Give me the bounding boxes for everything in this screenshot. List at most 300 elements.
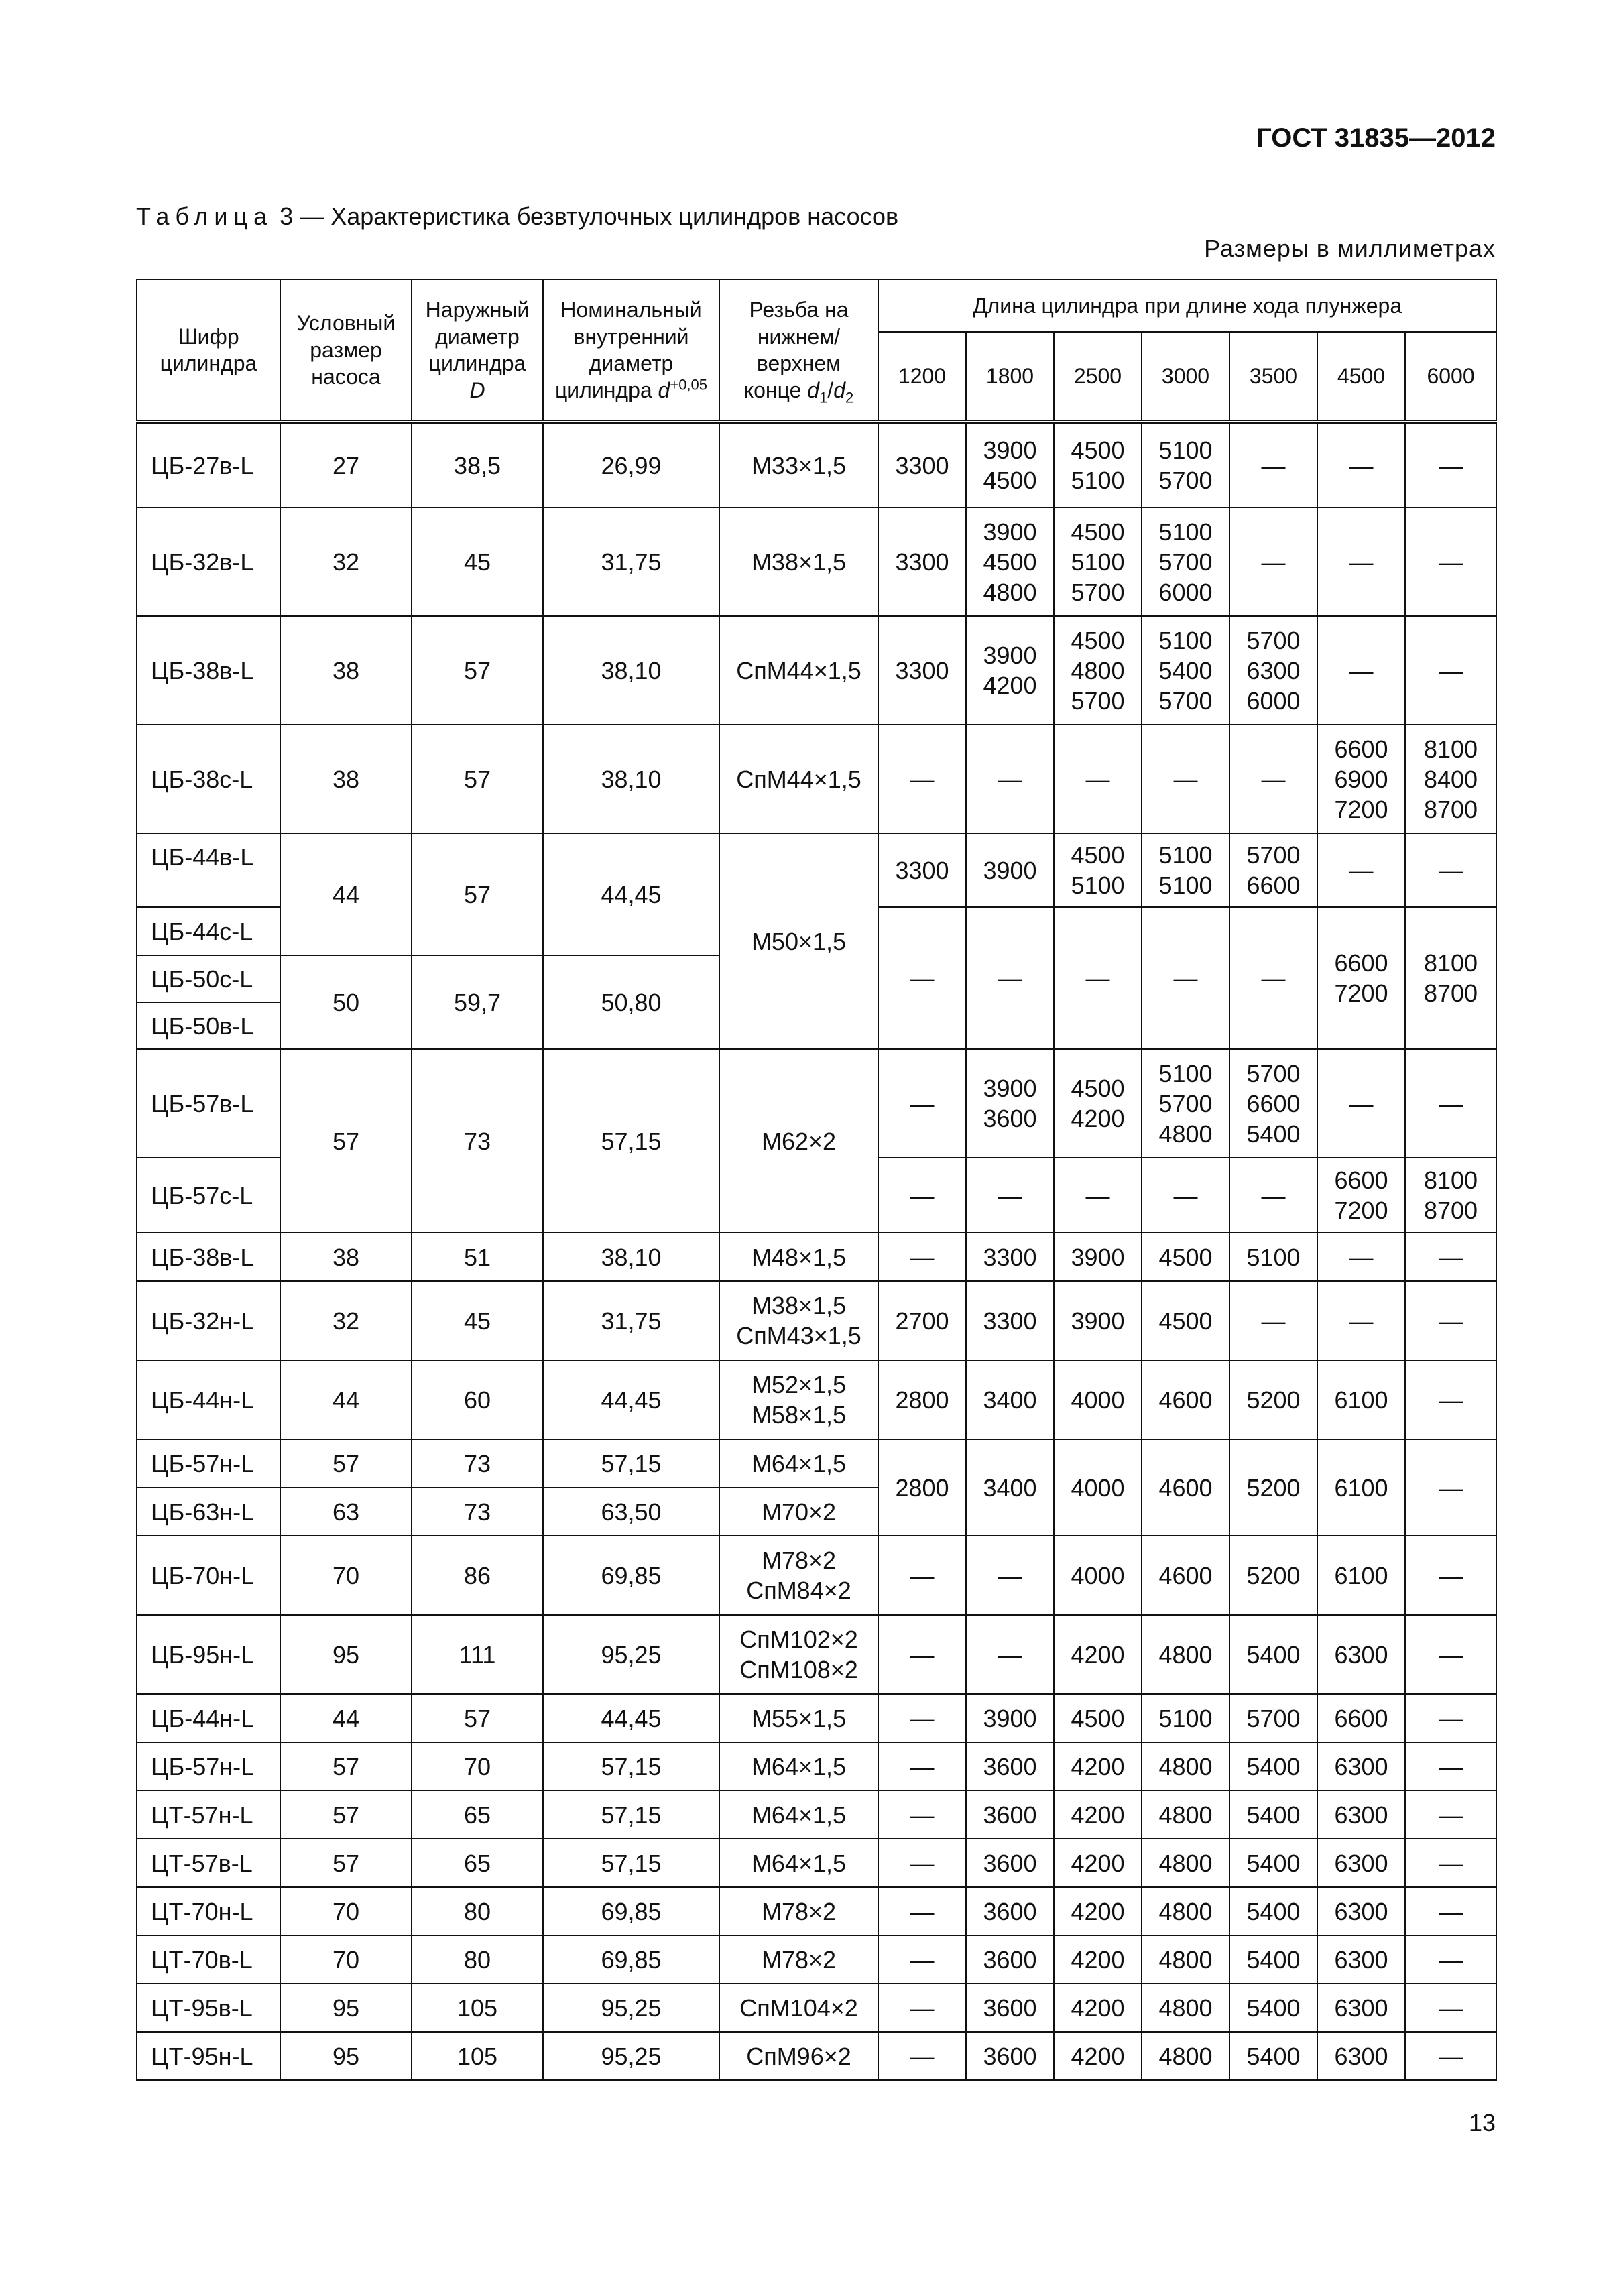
cell-length: 6300: [1317, 1887, 1405, 1935]
cell-length: 4200: [1054, 1887, 1142, 1935]
cell-size: 57: [280, 1791, 412, 1839]
table-row: [137, 1742, 1496, 1791]
cell-length: 4500: [1054, 1694, 1142, 1742]
cell-length: —: [1054, 907, 1142, 1049]
header-length-group: Длина цилиндра при длине хода плунжера: [878, 280, 1496, 332]
cell-length: 5100: [1229, 1233, 1317, 1281]
cell-nominal: 50,80: [543, 955, 719, 1049]
cell-length: —: [1317, 507, 1405, 616]
header-stroke-4500: 4500: [1317, 332, 1405, 422]
cell-outer: 59,7: [412, 955, 543, 1049]
cell-code: ЦБ-50с-L: [137, 955, 280, 1002]
cell-length: —: [1317, 1281, 1405, 1360]
cell-length: 4500: [1142, 1281, 1229, 1360]
cell-outer: 86: [412, 1536, 543, 1615]
cell-size: 57: [280, 1439, 412, 1488]
cell-length: 8100 8700: [1405, 1158, 1496, 1233]
cell-length: 4800: [1142, 1839, 1229, 1887]
cell-length: —: [966, 1158, 1054, 1233]
cell-length: —: [1405, 1049, 1496, 1158]
cell-length: —: [1405, 1742, 1496, 1791]
cell-length: —: [1317, 1049, 1405, 1158]
cell-nominal: 57,15: [543, 1439, 719, 1488]
cell-length: —: [1054, 725, 1142, 833]
cylinder-spec-table: [136, 279, 1497, 2081]
cell-code: ЦБ-38с-L: [137, 725, 280, 833]
table-row: [137, 1887, 1496, 1935]
cell-code: ЦБ-32н-L: [137, 1281, 280, 1360]
cell-thread: М70×2: [719, 1488, 878, 1536]
cell-length: 4200: [1054, 1791, 1142, 1839]
cell-length: —: [1405, 1360, 1496, 1439]
cell-length: 4800: [1142, 2032, 1229, 2080]
cell-nominal: 69,85: [543, 1887, 719, 1935]
cell-length: —: [1229, 907, 1317, 1049]
cell-length: 6300: [1317, 2032, 1405, 2080]
cell-size: 32: [280, 507, 412, 616]
cell-length: —: [878, 1984, 966, 2032]
cell-length: 5400: [1229, 1887, 1317, 1935]
cell-nominal: 44,45: [543, 1360, 719, 1439]
cell-length: 4500 5100 5700: [1054, 507, 1142, 616]
cell-length: —: [1229, 1281, 1317, 1360]
cell-length: 5200: [1229, 1360, 1317, 1439]
cell-thread: М33×1,5: [719, 422, 878, 507]
cell-thread: СпМ104×2: [719, 1984, 878, 2032]
cell-size: 57: [280, 1049, 412, 1233]
cell-length: 3900 4200: [966, 616, 1054, 725]
cell-code: ЦБ-32в-L: [137, 507, 280, 616]
header-thread-slash: /: [827, 378, 834, 402]
cell-length: —: [878, 1049, 966, 1158]
cell-length: 5200: [1229, 1439, 1317, 1536]
cell-length: —: [878, 1839, 966, 1887]
cell-length: —: [1317, 833, 1405, 907]
cell-length: 5100 5700: [1142, 422, 1229, 507]
cell-length: —: [1405, 1839, 1496, 1887]
cell-length: 6300: [1317, 1615, 1405, 1694]
cell-length: 3300: [878, 833, 966, 907]
cell-length: 4500 5100: [1054, 833, 1142, 907]
cell-code: ЦБ-57н-L: [137, 1439, 280, 1488]
cell-length: 5400: [1229, 1935, 1317, 1984]
cell-length: —: [878, 907, 966, 1049]
cell-size: 44: [280, 1360, 412, 1439]
cell-size: 63: [280, 1488, 412, 1536]
cell-size: 70: [280, 1935, 412, 1984]
cell-length: 3600: [966, 1984, 1054, 2032]
cell-code: ЦБ-44в-L: [137, 833, 280, 907]
cell-length: —: [1405, 1281, 1496, 1360]
cell-length: 6600 7200: [1317, 1158, 1405, 1233]
cell-thread: СпМ44×1,5: [719, 616, 878, 725]
cell-outer: 57: [412, 616, 543, 725]
cell-nominal: 95,25: [543, 2032, 719, 2080]
cell-length: 4600: [1142, 1536, 1229, 1615]
cell-length: 4500 5100: [1054, 422, 1142, 507]
cell-length: 4200: [1054, 1839, 1142, 1887]
cell-thread: М48×1,5: [719, 1233, 878, 1281]
cell-length: —: [1405, 507, 1496, 616]
cell-length: 3400: [966, 1360, 1054, 1439]
cell-thread: М38×1,5 СпМ43×1,5: [719, 1281, 878, 1360]
cell-length: —: [1405, 616, 1496, 725]
cell-length: —: [1142, 725, 1229, 833]
cell-length: 8100 8700: [1405, 907, 1496, 1049]
cell-length: 5100 5700 4800: [1142, 1049, 1229, 1158]
cell-size: 44: [280, 833, 412, 955]
cell-thread: М55×1,5: [719, 1694, 878, 1742]
cell-length: —: [1142, 907, 1229, 1049]
cell-length: 4800: [1142, 1742, 1229, 1791]
cell-length: 3400: [966, 1439, 1054, 1536]
cell-length: 5100: [1142, 1694, 1229, 1742]
header-stroke-1200: 1200: [878, 332, 966, 422]
table-row: [137, 1281, 1496, 1360]
header-stroke-1800: 1800: [966, 332, 1054, 422]
cell-size: 95: [280, 2032, 412, 2080]
cell-length: —: [1405, 1536, 1496, 1615]
cell-length: —: [1405, 1935, 1496, 1984]
cell-length: 4000: [1054, 1439, 1142, 1536]
cell-outer: 60: [412, 1360, 543, 1439]
cell-code: ЦБ-38в-L: [137, 616, 280, 725]
cell-thread: М64×1,5: [719, 1439, 878, 1488]
cell-length: —: [1405, 833, 1496, 907]
cell-length: 5400: [1229, 1984, 1317, 2032]
header-thread: [719, 280, 878, 422]
cell-length: 6300: [1317, 1984, 1405, 2032]
cell-length: 3300: [878, 616, 966, 725]
cell-nominal: 95,25: [543, 1984, 719, 2032]
cell-code: ЦБ-63н-L: [137, 1488, 280, 1536]
header-stroke-3500: 3500: [1229, 332, 1317, 422]
cell-length: 3900 4500 4800: [966, 507, 1054, 616]
cell-length: 2800: [878, 1439, 966, 1536]
cell-length: 5100 5400 5700: [1142, 616, 1229, 725]
header-nominal-text: Номинальный внутренний диаметр цилиндра: [554, 298, 702, 402]
table-row: [137, 1984, 1496, 2032]
cell-length: 3300: [966, 1281, 1054, 1360]
cell-code: ЦБ-57н-L: [137, 1742, 280, 1791]
table-row: [137, 1233, 1496, 1281]
cell-length: 5100 5100: [1142, 833, 1229, 907]
cell-length: —: [1229, 725, 1317, 833]
cell-length: 4800: [1142, 1615, 1229, 1694]
cell-length: 3600: [966, 1839, 1054, 1887]
cell-length: —: [1405, 1984, 1496, 2032]
cell-length: 3300: [878, 422, 966, 507]
cell-code: ЦБ-44н-L: [137, 1360, 280, 1439]
page-number: 13: [1468, 2109, 1496, 2136]
cell-length: —: [966, 907, 1054, 1049]
cell-length: 3600: [966, 1742, 1054, 1791]
cell-nominal: 57,15: [543, 1742, 719, 1791]
cell-nominal: 44,45: [543, 833, 719, 955]
cell-nominal: 57,15: [543, 1839, 719, 1887]
cell-nominal: 69,85: [543, 1935, 719, 1984]
table-row: [137, 1935, 1496, 1984]
cell-length: 2700: [878, 1281, 966, 1360]
cell-length: —: [1405, 1615, 1496, 1694]
cell-thread: СпМ102×2 СпМ108×2: [719, 1615, 878, 1694]
cell-size: 50: [280, 955, 412, 1049]
cell-outer: 57: [412, 725, 543, 833]
cell-code: ЦБ-57с-L: [137, 1158, 280, 1233]
cell-length: 6100: [1317, 1536, 1405, 1615]
cell-length: 5700 6600 5400: [1229, 1049, 1317, 1158]
cell-length: 3600: [966, 2032, 1054, 2080]
cell-length: 4800: [1142, 1935, 1229, 1984]
cell-size: 38: [280, 1233, 412, 1281]
cell-code: ЦБ-70н-L: [137, 1536, 280, 1615]
cell-length: —: [878, 1694, 966, 1742]
cell-nominal: 95,25: [543, 1615, 719, 1694]
cell-nominal: 69,85: [543, 1536, 719, 1615]
cell-length: 6600 7200: [1317, 907, 1405, 1049]
cell-code: ЦТ-57в-L: [137, 1839, 280, 1887]
cell-length: 3300: [878, 507, 966, 616]
header-stroke-3000: 3000: [1142, 332, 1229, 422]
cell-outer: 45: [412, 507, 543, 616]
cell-length: 5400: [1229, 2032, 1317, 2080]
cell-outer: 105: [412, 2032, 543, 2080]
cell-outer: 73: [412, 1049, 543, 1233]
cell-length: 4200: [1054, 1984, 1142, 2032]
cell-thread: М78×2: [719, 1887, 878, 1935]
table-row: [137, 833, 1496, 907]
cell-length: 4000: [1054, 1360, 1142, 1439]
header-outer-text: Наружный диаметр цилиндра: [425, 298, 530, 375]
table-row: [137, 1360, 1496, 1439]
cell-code: ЦТ-95в-L: [137, 1984, 280, 2032]
cell-thread: М38×1,5: [719, 507, 878, 616]
cell-code: ЦБ-95н-L: [137, 1615, 280, 1694]
cell-length: —: [878, 1536, 966, 1615]
cell-length: 5400: [1229, 1791, 1317, 1839]
table-row: [137, 422, 1496, 507]
header-outer-symbol: D: [469, 378, 485, 402]
cell-length: —: [878, 2032, 966, 2080]
cell-code: ЦТ-57н-L: [137, 1791, 280, 1839]
table-row: [137, 1694, 1496, 1742]
cell-outer: 51: [412, 1233, 543, 1281]
cell-nominal: 57,15: [543, 1049, 719, 1233]
header-thread-text: Резьба на нижнем/ верхнем конце: [743, 298, 849, 402]
cell-length: —: [878, 1791, 966, 1839]
cell-size: 38: [280, 616, 412, 725]
cell-outer: 73: [412, 1488, 543, 1536]
cell-outer: 105: [412, 1984, 543, 2032]
table-row: [137, 1536, 1496, 1615]
cell-length: 5700 6300 6000: [1229, 616, 1317, 725]
cell-length: 4500 4200: [1054, 1049, 1142, 1158]
table-row: [137, 616, 1496, 725]
cell-length: —: [1317, 1233, 1405, 1281]
table-row: [137, 1791, 1496, 1839]
cell-length: —: [1317, 616, 1405, 725]
cell-length: —: [1405, 422, 1496, 507]
cell-length: —: [1229, 422, 1317, 507]
cell-length: 5100 5700 6000: [1142, 507, 1229, 616]
cell-outer: 57: [412, 833, 543, 955]
cell-length: 4200: [1054, 2032, 1142, 2080]
cell-length: —: [878, 1615, 966, 1694]
cell-code: ЦТ-70н-L: [137, 1887, 280, 1935]
cell-code: ЦБ-44н-L: [137, 1694, 280, 1742]
cell-length: 8100 8400 8700: [1405, 725, 1496, 833]
header-code: Шифр цилиндра: [137, 280, 280, 422]
table-row: [137, 1839, 1496, 1887]
cell-nominal: 38,10: [543, 725, 719, 833]
cell-nominal: 38,10: [543, 616, 719, 725]
cell-length: 3600: [966, 1791, 1054, 1839]
header-stroke-2500: 2500: [1054, 332, 1142, 422]
cell-length: 6600: [1317, 1694, 1405, 1742]
cell-size: 44: [280, 1694, 412, 1742]
header-nominal-symbol: d: [658, 378, 670, 402]
table-caption: [136, 202, 898, 231]
cell-length: —: [878, 1887, 966, 1935]
cell-length: 3600: [966, 1887, 1054, 1935]
cell-thread: М64×1,5: [719, 1839, 878, 1887]
cell-code: ЦБ-44с-L: [137, 907, 280, 955]
cell-length: 6600 6900 7200: [1317, 725, 1405, 833]
cell-length: 5400: [1229, 1742, 1317, 1791]
header-nominal-tolerance: +0,05: [670, 376, 708, 394]
cell-length: 3300: [966, 1233, 1054, 1281]
cell-thread: М62×2: [719, 1049, 878, 1233]
cell-length: —: [1405, 1887, 1496, 1935]
cell-length: —: [1405, 2032, 1496, 2080]
cell-code: ЦБ-38в-L: [137, 1233, 280, 1281]
cell-thread: М50×1,5: [719, 833, 878, 1049]
header-size: Условный размер насоса: [280, 280, 412, 422]
cell-length: —: [966, 1536, 1054, 1615]
cell-length: —: [1405, 1233, 1496, 1281]
cell-length: 6300: [1317, 1839, 1405, 1887]
cell-nominal: 57,15: [543, 1791, 719, 1839]
cell-length: —: [878, 725, 966, 833]
cell-nominal: 63,50: [543, 1488, 719, 1536]
cell-length: 4000: [1054, 1536, 1142, 1615]
cell-length: 4600: [1142, 1439, 1229, 1536]
table-caption-text: 3 — Характеристика безвтулочных цилиндров насосов: [280, 202, 899, 230]
cell-length: 3900: [1054, 1281, 1142, 1360]
cell-size: 70: [280, 1536, 412, 1615]
cell-nominal: 31,75: [543, 1281, 719, 1360]
cell-code: ЦБ-27в-L: [137, 422, 280, 507]
cell-length: 6300: [1317, 1742, 1405, 1791]
header-nominal-diameter: [543, 280, 719, 422]
cell-outer: 73: [412, 1439, 543, 1488]
cell-length: 5400: [1229, 1615, 1317, 1694]
cell-length: 4200: [1054, 1935, 1142, 1984]
cell-length: —: [966, 1615, 1054, 1694]
cell-length: 6100: [1317, 1360, 1405, 1439]
cell-length: —: [878, 1158, 966, 1233]
cell-nominal: 38,10: [543, 1233, 719, 1281]
header-outer-diameter: [412, 280, 543, 422]
header-stroke-6000: 6000: [1405, 332, 1496, 422]
cell-length: —: [878, 1742, 966, 1791]
cell-outer: 65: [412, 1791, 543, 1839]
units-note: Размеры в миллиметрах: [1204, 235, 1496, 262]
cell-thread: М78×2 СпМ84×2: [719, 1536, 878, 1615]
cell-length: —: [1405, 1791, 1496, 1839]
table-row: [137, 1439, 1496, 1488]
table-row: [137, 507, 1496, 616]
header-thread-d1: d: [807, 378, 820, 402]
cell-size: 70: [280, 1887, 412, 1935]
cell-size: 95: [280, 1615, 412, 1694]
cell-length: 3900: [966, 833, 1054, 907]
cell-length: 4200: [1054, 1742, 1142, 1791]
cell-thread: СпМ96×2: [719, 2032, 878, 2080]
cell-length: 4800: [1142, 1887, 1229, 1935]
cell-outer: 45: [412, 1281, 543, 1360]
cell-nominal: 31,75: [543, 507, 719, 616]
header-thread-d1-index: 1: [819, 389, 828, 406]
cell-outer: 65: [412, 1839, 543, 1887]
cell-size: 27: [280, 422, 412, 507]
cell-length: 4800: [1142, 1984, 1229, 2032]
cell-thread: М78×2: [719, 1935, 878, 1984]
cell-size: 57: [280, 1742, 412, 1791]
cell-length: 6100: [1317, 1439, 1405, 1536]
cell-thread: М64×1,5: [719, 1791, 878, 1839]
table-row: [137, 1615, 1496, 1694]
cell-length: 4500 4800 5700: [1054, 616, 1142, 725]
standard-code: ГОСТ 31835—2012: [1256, 123, 1496, 153]
cell-length: 6300: [1317, 1935, 1405, 1984]
cell-length: —: [1229, 507, 1317, 616]
cell-length: —: [1405, 1439, 1496, 1536]
cell-code: ЦБ-50в-L: [137, 1002, 280, 1049]
cell-length: 4600: [1142, 1360, 1229, 1439]
cell-length: 5200: [1229, 1536, 1317, 1615]
cell-length: —: [878, 1233, 966, 1281]
cell-length: 5700 6600: [1229, 833, 1317, 907]
cell-thread: М52×1,5 М58×1,5: [719, 1360, 878, 1439]
cell-length: 4500: [1142, 1233, 1229, 1281]
cell-size: 38: [280, 725, 412, 833]
cell-length: 5700: [1229, 1694, 1317, 1742]
cell-code: ЦБ-57в-L: [137, 1049, 280, 1158]
cell-outer: 80: [412, 1935, 543, 1984]
cell-length: —: [1142, 1158, 1229, 1233]
cell-length: 3900: [1054, 1233, 1142, 1281]
cell-length: 2800: [878, 1360, 966, 1439]
cell-code: ЦТ-95н-L: [137, 2032, 280, 2080]
table-row: [137, 2032, 1496, 2080]
cell-length: —: [1229, 1158, 1317, 1233]
cell-length: 6300: [1317, 1791, 1405, 1839]
cell-length: 3900: [966, 1694, 1054, 1742]
cell-size: 57: [280, 1839, 412, 1887]
header-thread-d2-index: 2: [845, 389, 854, 406]
cell-code: ЦТ-70в-L: [137, 1935, 280, 1984]
cell-outer: 111: [412, 1615, 543, 1694]
cell-nominal: 26,99: [543, 422, 719, 507]
cell-length: 4200: [1054, 1615, 1142, 1694]
cell-length: —: [966, 725, 1054, 833]
table-row: [137, 725, 1496, 833]
cell-length: 3600: [966, 1935, 1054, 1984]
cell-length: 4800: [1142, 1791, 1229, 1839]
cell-thread: М64×1,5: [719, 1742, 878, 1791]
cell-thread: СпМ44×1,5: [719, 725, 878, 833]
